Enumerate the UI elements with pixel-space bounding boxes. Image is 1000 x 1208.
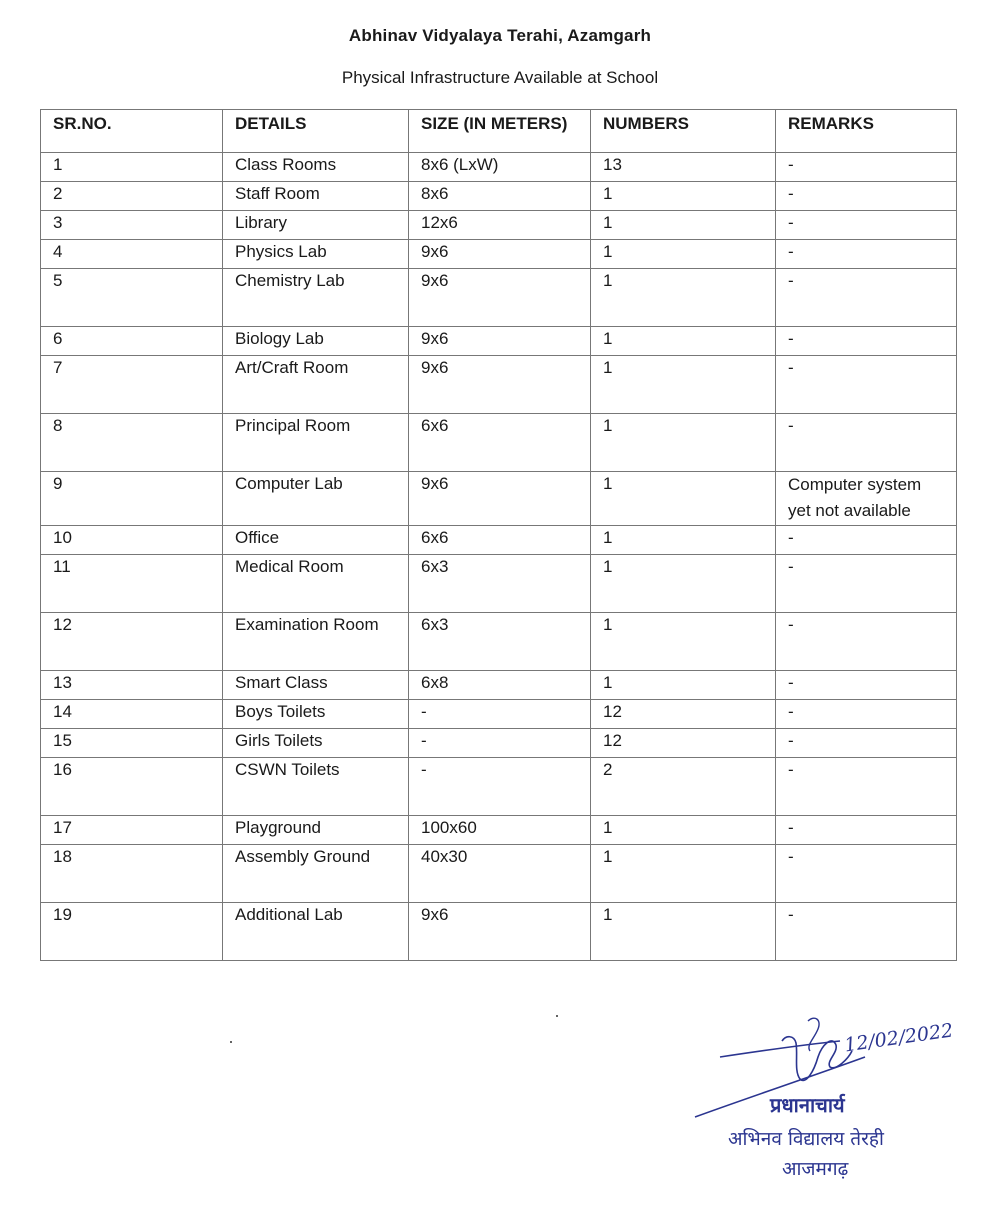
cell-sr-no: 17 xyxy=(41,816,223,845)
cell-numbers: 1 xyxy=(591,240,776,269)
cell-size: 12x6 xyxy=(409,211,591,240)
table-row xyxy=(41,153,957,182)
cell-sr-no: 1 xyxy=(41,153,223,182)
cell-details: Art/Craft Room xyxy=(223,356,409,414)
cell-numbers: 1 xyxy=(591,613,776,671)
cell-numbers: 1 xyxy=(591,555,776,613)
cell-numbers: 1 xyxy=(591,845,776,903)
cell-details: Additional Lab xyxy=(223,903,409,961)
header-numbers: NUMBERS xyxy=(591,110,776,153)
cell-size: 6x8 xyxy=(409,671,591,700)
cell-remarks: - xyxy=(776,414,957,472)
cell-sr-no: 13 xyxy=(41,671,223,700)
header-sr-no: SR.NO. xyxy=(41,110,223,153)
cell-remarks: - xyxy=(776,613,957,671)
cell-sr-no: 2 xyxy=(41,182,223,211)
cell-details: Playground xyxy=(223,816,409,845)
cell-details: Physics Lab xyxy=(223,240,409,269)
header-details: DETAILS xyxy=(223,110,409,153)
cell-details: Staff Room xyxy=(223,182,409,211)
cell-sr-no: 8 xyxy=(41,414,223,472)
cell-size: 8x6 (LxW) xyxy=(409,153,591,182)
cell-size: 6x3 xyxy=(409,613,591,671)
table-row xyxy=(41,700,957,729)
header-remarks: REMARKS xyxy=(776,110,957,153)
cell-remarks: - xyxy=(776,240,957,269)
cell-sr-no: 16 xyxy=(41,758,223,816)
cell-size: 100x60 xyxy=(409,816,591,845)
table-row xyxy=(41,356,957,414)
cell-details: Chemistry Lab xyxy=(223,269,409,327)
table-row xyxy=(41,526,957,555)
cell-sr-no: 7 xyxy=(41,356,223,414)
cell-remarks: - xyxy=(776,211,957,240)
cell-size: 6x6 xyxy=(409,526,591,555)
cell-numbers: 12 xyxy=(591,700,776,729)
cell-numbers: 1 xyxy=(591,414,776,472)
cell-details: Biology Lab xyxy=(223,327,409,356)
cell-remarks: - xyxy=(776,182,957,211)
table-row xyxy=(41,414,957,472)
cell-remarks: - xyxy=(776,153,957,182)
cell-sr-no: 15 xyxy=(41,729,223,758)
cell-sr-no: 18 xyxy=(41,845,223,903)
cell-remarks: - xyxy=(776,758,957,816)
cell-details: Principal Room xyxy=(223,414,409,472)
cell-size: - xyxy=(409,729,591,758)
cell-sr-no: 4 xyxy=(41,240,223,269)
cell-remarks: Computer system yet not available xyxy=(776,472,957,526)
cell-size: 9x6 xyxy=(409,903,591,961)
cell-details: Examination Room xyxy=(223,613,409,671)
infrastructure-table xyxy=(40,109,957,961)
cell-numbers: 13 xyxy=(591,153,776,182)
table-row xyxy=(41,240,957,269)
cell-sr-no: 3 xyxy=(41,211,223,240)
table-body xyxy=(41,153,957,961)
cell-numbers: 1 xyxy=(591,182,776,211)
cell-remarks: - xyxy=(776,729,957,758)
cell-details: Boys Toilets xyxy=(223,700,409,729)
cell-details: Office xyxy=(223,526,409,555)
stamp-school-name: अभिनव विद्यालय तेरही xyxy=(728,1128,884,1150)
cell-size: 6x3 xyxy=(409,555,591,613)
cell-remarks: - xyxy=(776,356,957,414)
table-row xyxy=(41,613,957,671)
cell-sr-no: 12 xyxy=(41,613,223,671)
cell-numbers: 2 xyxy=(591,758,776,816)
table-row xyxy=(41,758,957,816)
cell-sr-no: 10 xyxy=(41,526,223,555)
cell-numbers: 1 xyxy=(591,356,776,414)
table-row xyxy=(41,845,957,903)
cell-details: Computer Lab xyxy=(223,472,409,526)
cell-remarks: - xyxy=(776,845,957,903)
cell-size: 40x30 xyxy=(409,845,591,903)
cell-numbers: 1 xyxy=(591,327,776,356)
table-row xyxy=(41,211,957,240)
cell-numbers: 1 xyxy=(591,671,776,700)
stamp-place: आजमगढ़ xyxy=(782,1158,849,1180)
cell-numbers: 12 xyxy=(591,729,776,758)
cell-numbers: 1 xyxy=(591,816,776,845)
document-subtitle: Physical Infrastructure Available at School xyxy=(341,68,659,87)
cell-size: 9x6 xyxy=(409,269,591,327)
cell-remarks: - xyxy=(776,269,957,327)
table-row xyxy=(41,269,957,327)
cell-size: 9x6 xyxy=(409,327,591,356)
table-row xyxy=(41,816,957,845)
cell-details: Class Rooms xyxy=(223,153,409,182)
cell-details: Smart Class xyxy=(223,671,409,700)
cell-numbers: 1 xyxy=(591,526,776,555)
cell-numbers: 1 xyxy=(591,269,776,327)
table-row xyxy=(41,555,957,613)
cell-details: Library xyxy=(223,211,409,240)
cell-details: CSWN Toilets xyxy=(223,758,409,816)
table-row xyxy=(41,472,957,526)
cell-size: - xyxy=(409,700,591,729)
table-row xyxy=(41,903,957,961)
table-row xyxy=(41,182,957,211)
cell-size: 9x6 xyxy=(409,356,591,414)
cell-size: 6x6 xyxy=(409,414,591,472)
cell-size: - xyxy=(409,758,591,816)
cell-numbers: 1 xyxy=(591,211,776,240)
cell-size: 9x6 xyxy=(409,472,591,526)
cell-details: Assembly Ground xyxy=(223,845,409,903)
table-row xyxy=(41,729,957,758)
header-size: SIZE (IN METERS) xyxy=(409,110,591,153)
school-name-heading: Abhinav Vidyalaya Terahi, Azamgarh xyxy=(348,26,652,45)
cell-sr-no: 19 xyxy=(41,903,223,961)
cell-sr-no: 14 xyxy=(41,700,223,729)
cell-sr-no: 6 xyxy=(41,327,223,356)
table-header-row xyxy=(41,110,957,153)
table-row xyxy=(41,671,957,700)
table-row xyxy=(41,327,957,356)
cell-remarks: - xyxy=(776,903,957,961)
cell-details: Girls Toilets xyxy=(223,729,409,758)
signature-date: 12/02/2022 xyxy=(843,1019,955,1057)
cell-remarks: - xyxy=(776,526,957,555)
cell-sr-no: 5 xyxy=(41,269,223,327)
cell-numbers: 1 xyxy=(591,903,776,961)
cell-size: 9x6 xyxy=(409,240,591,269)
cell-sr-no: 9 xyxy=(41,472,223,526)
stamp-designation: प्रधानाचार्य xyxy=(770,1093,845,1117)
cell-size: 8x6 xyxy=(409,182,591,211)
scan-speck xyxy=(230,1041,232,1043)
cell-remarks: - xyxy=(776,327,957,356)
scan-speck xyxy=(556,1015,558,1017)
cell-sr-no: 11 xyxy=(41,555,223,613)
principal-signature-block xyxy=(690,1005,980,1185)
cell-remarks: - xyxy=(776,816,957,845)
cell-remarks: - xyxy=(776,555,957,613)
cell-remarks: - xyxy=(776,671,957,700)
cell-numbers: 1 xyxy=(591,472,776,526)
cell-remarks: - xyxy=(776,700,957,729)
cell-details: Medical Room xyxy=(223,555,409,613)
